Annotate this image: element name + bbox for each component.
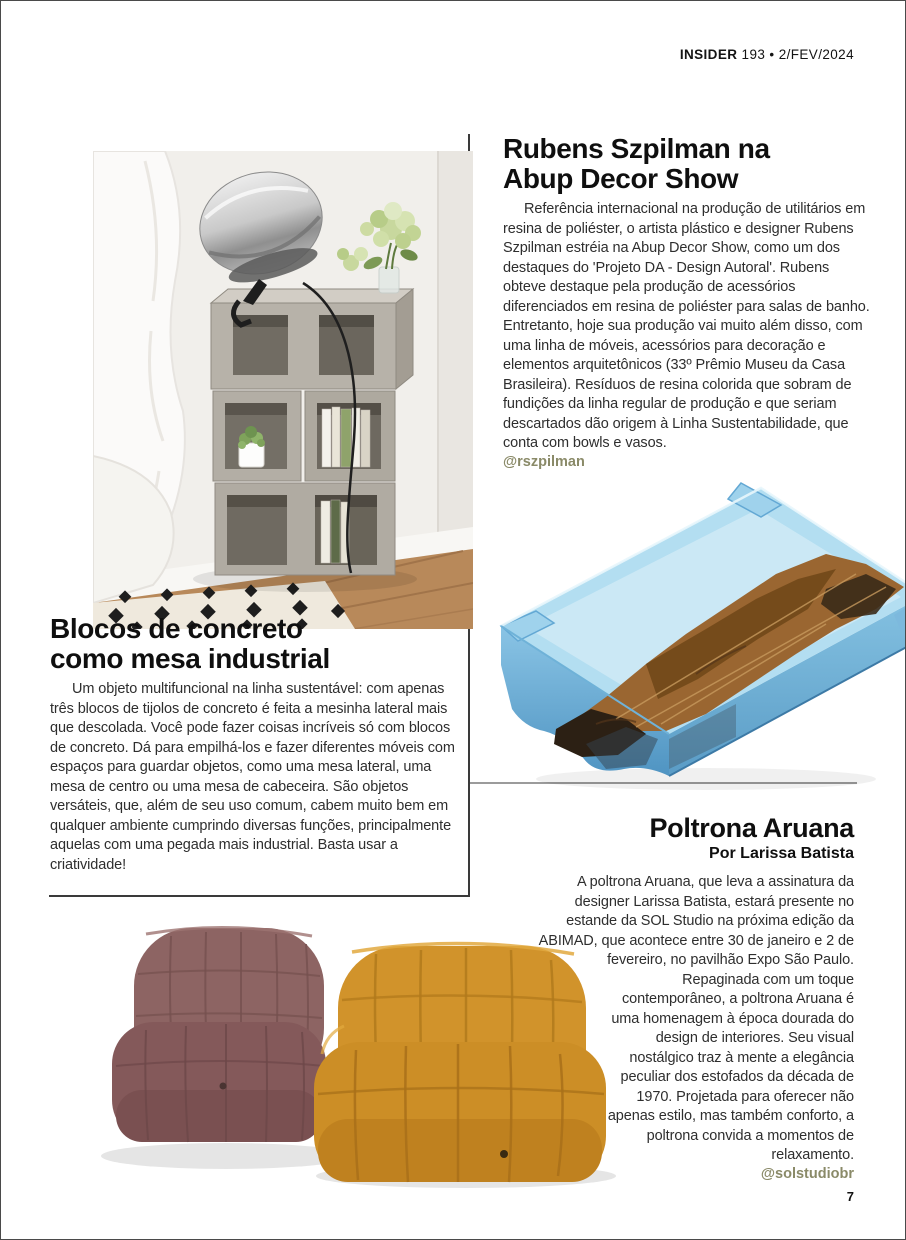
left-article-bottom-rule [49, 895, 470, 897]
article-concrete-body: Um objeto multifuncional na linha sustentável: com apenas três blocos de tijolos de concreto é feita a mesinha lateral mais que descolada. Você pode fazer coisas incríveis só com blocos de concreto. Dá para empilhá-los e fazer diferentes móveis com espaços para guardar objetos, como uma mesa lateral, uma mesa de centro ou uma mesa de cabeceira. São objetos versáteis, que, além de seu uso comum, cabem muito bem em qualquer ambiente cumprindo diversas funções, principalmente aquelas com uma pegada mais industrial. Basta usar a criatividade! [50, 681, 455, 873]
instagram-handle-solstudiobr: @solstudiobr [760, 1165, 854, 1182]
masthead [680, 47, 854, 62]
image-wrap-spacer [524, 873, 596, 1128]
article-poltrona-byline: Por Larissa Batista [709, 845, 854, 862]
page-number: 7 [846, 1189, 854, 1204]
article-rubens-title-line2: Abup Decor Show [503, 162, 739, 194]
article-rubens-title-line1: Rubens Szpilman na [503, 133, 770, 164]
article-concrete-title [50, 614, 464, 673]
article-poltrona-body: A poltrona Aruana, que leva a assinatura da designer Larissa Batista, estará presente no estande da SOL Studio na próxima edição da ABIMAD, que acontece entre 30 de janeiro e 2 de fevereiro, no pavilhão Expo São Paulo. Repaginada com um toque contemporâneo, a poltrona Aruana é uma homenagem à época dourada do design de interiores. Seu visual nostálgico traz à mente a elegância peculiar dos estofados da década de 1970. Projetada para oferecer não apenas estilo, mas também conforto, a poltrona convida a momentos de relaxamento. [524, 873, 854, 1166]
article-poltrona-title: Poltrona Aruana [649, 813, 854, 843]
article-concrete-title-line1: Blocos de concreto [50, 613, 303, 644]
masthead-issue-date: 193 • 2/FEV/2024 [741, 47, 854, 62]
article-rubens-body: Referência internacional na produção de utilitários em resina de poliéster, o artista plástico e designer Rubens Szpilman estréia na Abup Decor Show, como um dos destaques do 'Projeto DA - Design Autoral'. Rubens obteve destaque pela produção de acessórios diferenciados em resina de poliéster para salas de banho. Entretanto, hoje sua produção vai muito além disso, com uma linha de móveis, acessórios para decoração e elementos arquitetônicos (33º Prêmio Museu da Casa Brasileira). Resíduos de resina colorida que sobram de fundições da linha regular de produção e que seriam descartados dão origem à Linha Sustentabilidade, que conta com bowls e vasos. [503, 200, 871, 454]
instagram-handle-rszpilman: @rszpilman [503, 453, 585, 470]
concrete-blocks-photo [93, 151, 473, 629]
masthead-brand: INSIDER [679, 47, 738, 62]
article-rubens-szpilman [503, 134, 871, 522]
article-rubens-title [503, 134, 871, 193]
article-blocos-concreto [50, 614, 464, 875]
article-concrete-title-line2: como mesa industrial [50, 642, 330, 674]
article-poltrona-aruana [524, 813, 854, 1182]
